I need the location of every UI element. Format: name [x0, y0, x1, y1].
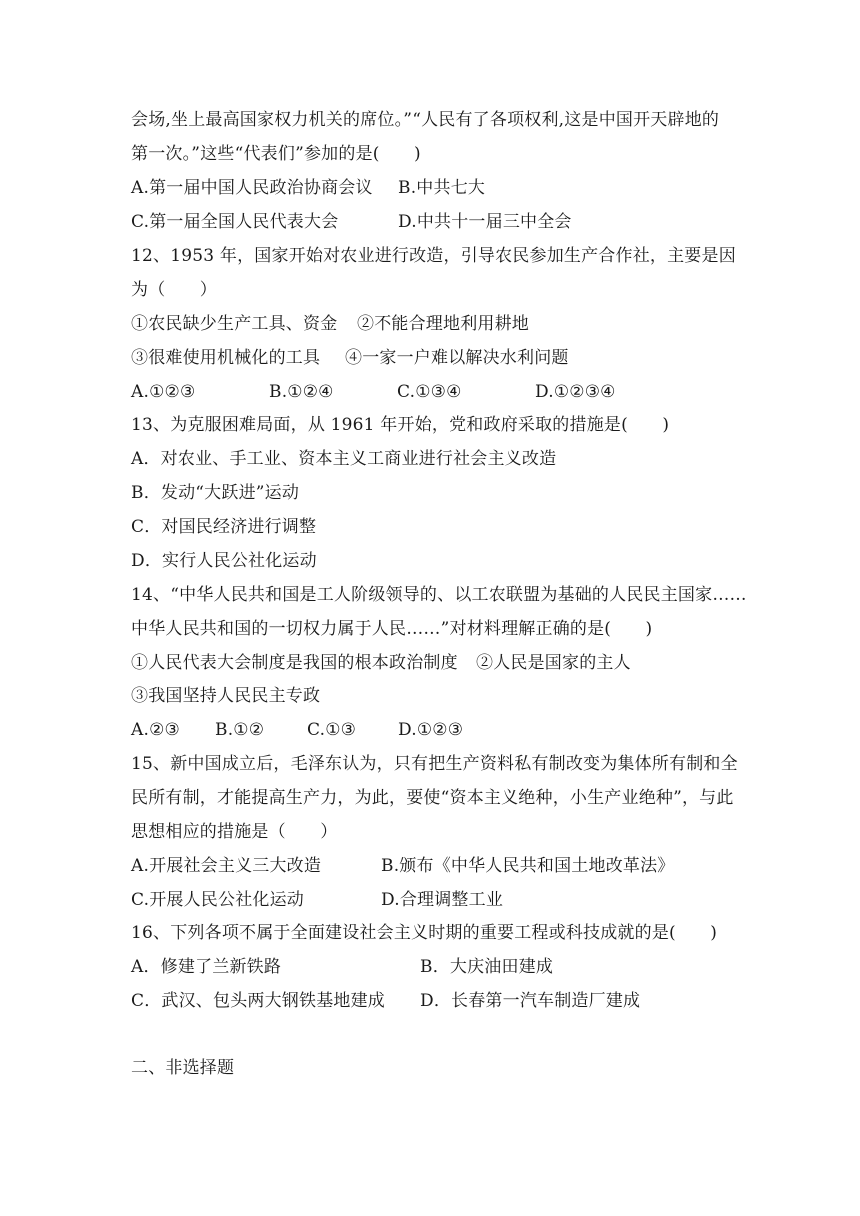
q14-option-d: D.①②③: [398, 720, 464, 740]
q15-option-d: D.合理调整工业: [381, 890, 504, 910]
q15-stem-line-1: 15、新中国成立后，毛泽东认为，只有把生产资料私有制改变为集体所有制和全: [131, 754, 738, 774]
q14-stem-line-1: 14、“中华人民共和国是工人阶级领导的、以工农联盟为基础的人民民主国家……: [131, 585, 747, 605]
q12-stem-line-2: 为（ ）: [131, 280, 217, 300]
q11-option-b: B.中共七大: [398, 178, 486, 198]
q13-option-b: B．发动“大跃进”运动: [131, 483, 300, 503]
q11-option-d: D.中共十一届三中全会: [398, 212, 572, 232]
q11-stem-line-2: 第一次。”这些“代表们”参加的是( ): [131, 144, 421, 164]
q15-option-b: B.颁布《中华人民共和国土地改革法》: [381, 856, 675, 876]
q16-option-d: D．长春第一汽车制造厂建成: [420, 991, 641, 1011]
q14-option-a: A.②③: [131, 720, 180, 740]
q11-option-c: C.第一届全国人民代表大会: [131, 212, 339, 232]
q12-option-d: D.①②③④: [535, 382, 616, 402]
q14-statement-2: ②人民是国家的主人: [476, 653, 631, 673]
q14-stem-line-2: 中华人民共和国的一切权力属于人民……”对材料理解正确的是( ): [131, 619, 653, 639]
q16-option-a: A．修建了兰新铁路: [131, 957, 282, 977]
q12-option-a: A.①②③: [131, 382, 196, 402]
q12-statement-1: ①农民缺少生产工具、资金: [131, 314, 338, 334]
q12-statement-2: ②不能合理地利用耕地: [357, 314, 529, 334]
q13-option-d: D．实行人民公社化运动: [131, 551, 317, 571]
q11-stem-line-1: 会场,坐上最高国家权力机关的席位。”“人民有了各项权利,这是中国开天辟地的: [131, 110, 720, 130]
q13-stem-line-1: 13、为克服困难局面，从 1961 年开始，党和政府采取的措施是( ): [131, 415, 670, 435]
q12-option-b: B.①②④: [269, 382, 334, 402]
q16-stem-line-1: 16、下列各项不属于全面建设社会主义时期的重要工程或科技成就的是( ): [131, 923, 718, 943]
q14-option-c: C.①③: [307, 720, 357, 740]
q16-option-c: C．武汉、包头两大钢铁基地建成: [131, 991, 386, 1011]
q14-statement-3: ③我国坚持人民民主专政: [131, 686, 321, 706]
q16-option-b: B．大庆油田建成: [420, 957, 554, 977]
q12-statement-4: ④一家一户难以解决水利问题: [345, 348, 569, 368]
q15-stem-line-3: 思想相应的措施是（ ）: [131, 822, 338, 842]
q13-option-a: A．对农业、手工业、资本主义工商业进行社会主义改造: [131, 449, 557, 469]
q12-stem-line-1: 12、1953 年，国家开始对农业进行改造，引导农民参加生产合作社，主要是因: [131, 246, 736, 266]
q12-statement-3: ③很难使用机械化的工具: [131, 348, 321, 368]
q15-option-a: A.开展社会主义三大改造: [131, 856, 322, 876]
q12-option-c: C.①③④: [397, 382, 462, 402]
q13-option-c: C．对国民经济进行调整: [131, 517, 317, 537]
q15-stem-line-2: 民所有制，才能提高生产力，为此，要使“资本主义绝种，小生产业绝种”，与此: [131, 788, 734, 808]
q14-statement-1: ①人民代表大会制度是我国的根本政治制度: [131, 653, 458, 673]
q11-option-a: A.第一届中国人民政治协商会议: [131, 178, 373, 198]
q15-option-c: C.开展人民公社化运动: [131, 890, 305, 910]
section-heading-non-choice: 二、非选择题: [131, 1058, 235, 1078]
q14-option-b: B.①②: [215, 720, 265, 740]
